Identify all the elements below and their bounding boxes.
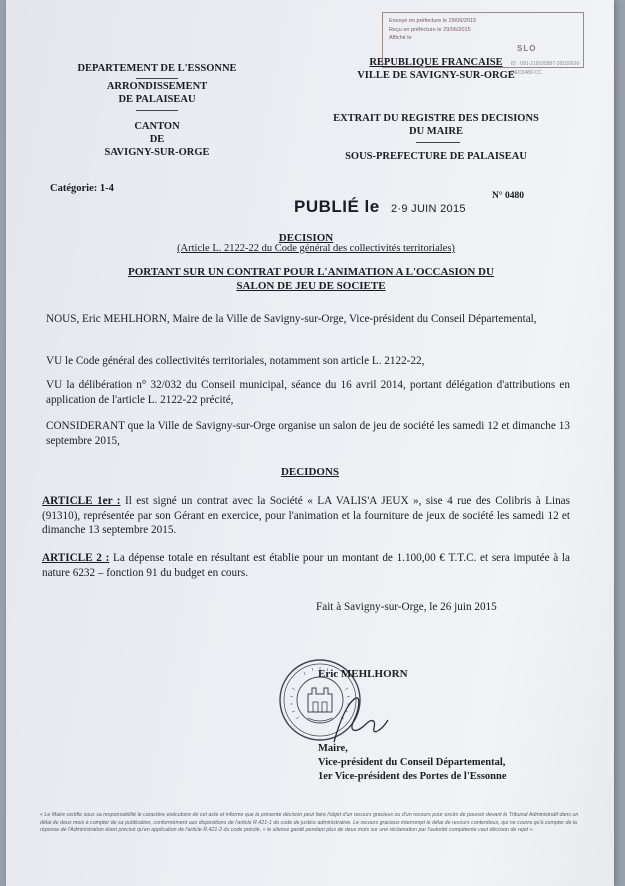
published-label: PUBLIÉ le bbox=[294, 197, 380, 216]
stamp-line-sent: Envoyé en préfecture le 29/06/2015 bbox=[389, 18, 477, 24]
extract-line-2: DU MAIRE bbox=[409, 126, 463, 137]
decision-article-ref: (Article L. 2122-22 du Code général des collectivités territoriales) bbox=[177, 243, 455, 254]
canton-block bbox=[54, 120, 260, 159]
canton-label: CANTON bbox=[134, 121, 180, 132]
published-date: 2·9 JUIN 2015 bbox=[390, 203, 466, 215]
register-extract bbox=[318, 112, 554, 138]
decision-number: N° 0480 bbox=[492, 191, 525, 201]
city-name: VILLE DE SAVIGNY-SUR-ORGE bbox=[357, 70, 515, 81]
decision-subject bbox=[76, 266, 546, 293]
arrondissement-label: ARRONDISSEMENT bbox=[106, 81, 208, 92]
arrondissement-block bbox=[54, 80, 260, 106]
article-1-label: ARTICLE 1er : bbox=[42, 495, 121, 507]
signer-title-2: Vice-président du Conseil Départemental, bbox=[318, 757, 506, 768]
canton-name: SAVIGNY-SUR-ORGE bbox=[104, 147, 210, 158]
handwritten-signature bbox=[326, 690, 396, 750]
signer-title-3: 1er Vice-président des Portes de l'Essonne bbox=[318, 771, 507, 782]
article-2-text: La dépense totale en résultant est établie pour un montant de 1.100,00 € T.T.C. et sera imputée à la nature 6232 – fonction 91 du budget en cours. bbox=[42, 552, 570, 579]
arrondissement-name: DE PALAISEAU bbox=[118, 94, 196, 105]
signer-title-1: Maire, bbox=[318, 743, 348, 754]
signer-name: Eric MEHLHORN bbox=[318, 668, 408, 680]
stamp-reference: ID : 091-219105897-20150626-DEC0480-CC bbox=[511, 61, 581, 76]
category: Catégorie: 1-4 bbox=[50, 183, 114, 194]
subject-line-2: SALON DE JEU DE SOCIETE bbox=[236, 279, 386, 292]
signer-titles bbox=[318, 742, 507, 784]
place-and-date: Fait à Savigny-sur-Orge, le 26 juin 2015 bbox=[316, 601, 497, 613]
published-stamp bbox=[294, 197, 466, 217]
document-page bbox=[6, 0, 614, 886]
divider bbox=[136, 110, 178, 111]
preamble-nous: NOUS, Eric MEHLHORN, Maire de la Ville de Savigny-sur-Orge, Vice-président du Conseil Départemental, bbox=[46, 313, 537, 325]
subject-line-1: PORTANT SUR UN CONTRAT POUR L'ANIMATION A L'OCCASION DU bbox=[128, 266, 494, 278]
stamp-signature: SLO bbox=[517, 44, 537, 53]
canton-de: DE bbox=[149, 134, 165, 145]
department-name: DEPARTEMENT DE L'ESSONNE bbox=[77, 63, 237, 74]
header-left bbox=[54, 62, 260, 75]
sous-prefecture: SOUS-PREFECTURE DE PALAISEAU bbox=[345, 151, 527, 162]
republic-title: REPUBLIQUE FRANCAISE bbox=[369, 57, 503, 68]
article-1-text: Il est signé un contrat avec la Société « LA VALIS'A JEUX », sise 4 rue des Colibris à Linas (91310), représentée par son Gérant en exercice, pour l'animation et la fourniture de jeux de société les samedi 12 et dimanche 13 septembre 2015. bbox=[42, 495, 570, 536]
extract-line-1: EXTRAIT DU REGISTRE DES DECISIONS bbox=[333, 113, 539, 124]
legal-footnote: « Le Maire certifie sous sa responsabilité le caractère exécutoire de cet acte et informe que la présente décision peut faire l'objet d'un recours gracieux ou d'un recours pour excès de pouvoir devant le Tribunal Administratif dans un délai de deux mois à compter de sa publication, conformément aux dispositions de l'article R.421-1 du code de justice administrative. Le recours gracieux interrompt le délai de recours contentieux, qui ne courra qu'à compter de la réponse de l'Administration étant précisé qu'en application de l'article R.421-2 du code précité, « le silence gardé pendant plus de deux mois sur une réclamation par l'autorité compétente vaut décision de rejet ». bbox=[40, 812, 579, 833]
header-right bbox=[336, 56, 536, 82]
stamp-line-posted: Affiché le bbox=[389, 35, 412, 41]
preamble-vu-code: VU le Code général des collectivités territoriales, notamment son article L. 2122-22, bbox=[46, 355, 425, 367]
decision-title: DECISION bbox=[278, 232, 334, 244]
divider bbox=[136, 78, 178, 79]
stamp-line-received: Reçu en préfecture le 29/06/2015 bbox=[389, 26, 471, 33]
preamble-considerant: CONSIDERANT que la Ville de Savigny-sur-Orge organise un salon de jeu de société les samedi 12 et dimanche 13 septembre 2015, bbox=[46, 420, 570, 447]
decidons-heading: DECIDONS bbox=[280, 466, 340, 478]
preamble-vu-deliberation: VU la délibération n° 32/032 du Conseil municipal, séance du 16 avril 2014, portant délégation d'attributions en application de l'article L. 2122-22 précité, bbox=[46, 379, 570, 406]
article-1 bbox=[42, 494, 570, 538]
divider bbox=[416, 142, 460, 143]
article-2 bbox=[42, 551, 570, 580]
article-2-label: ARTICLE 2 : bbox=[42, 552, 110, 564]
